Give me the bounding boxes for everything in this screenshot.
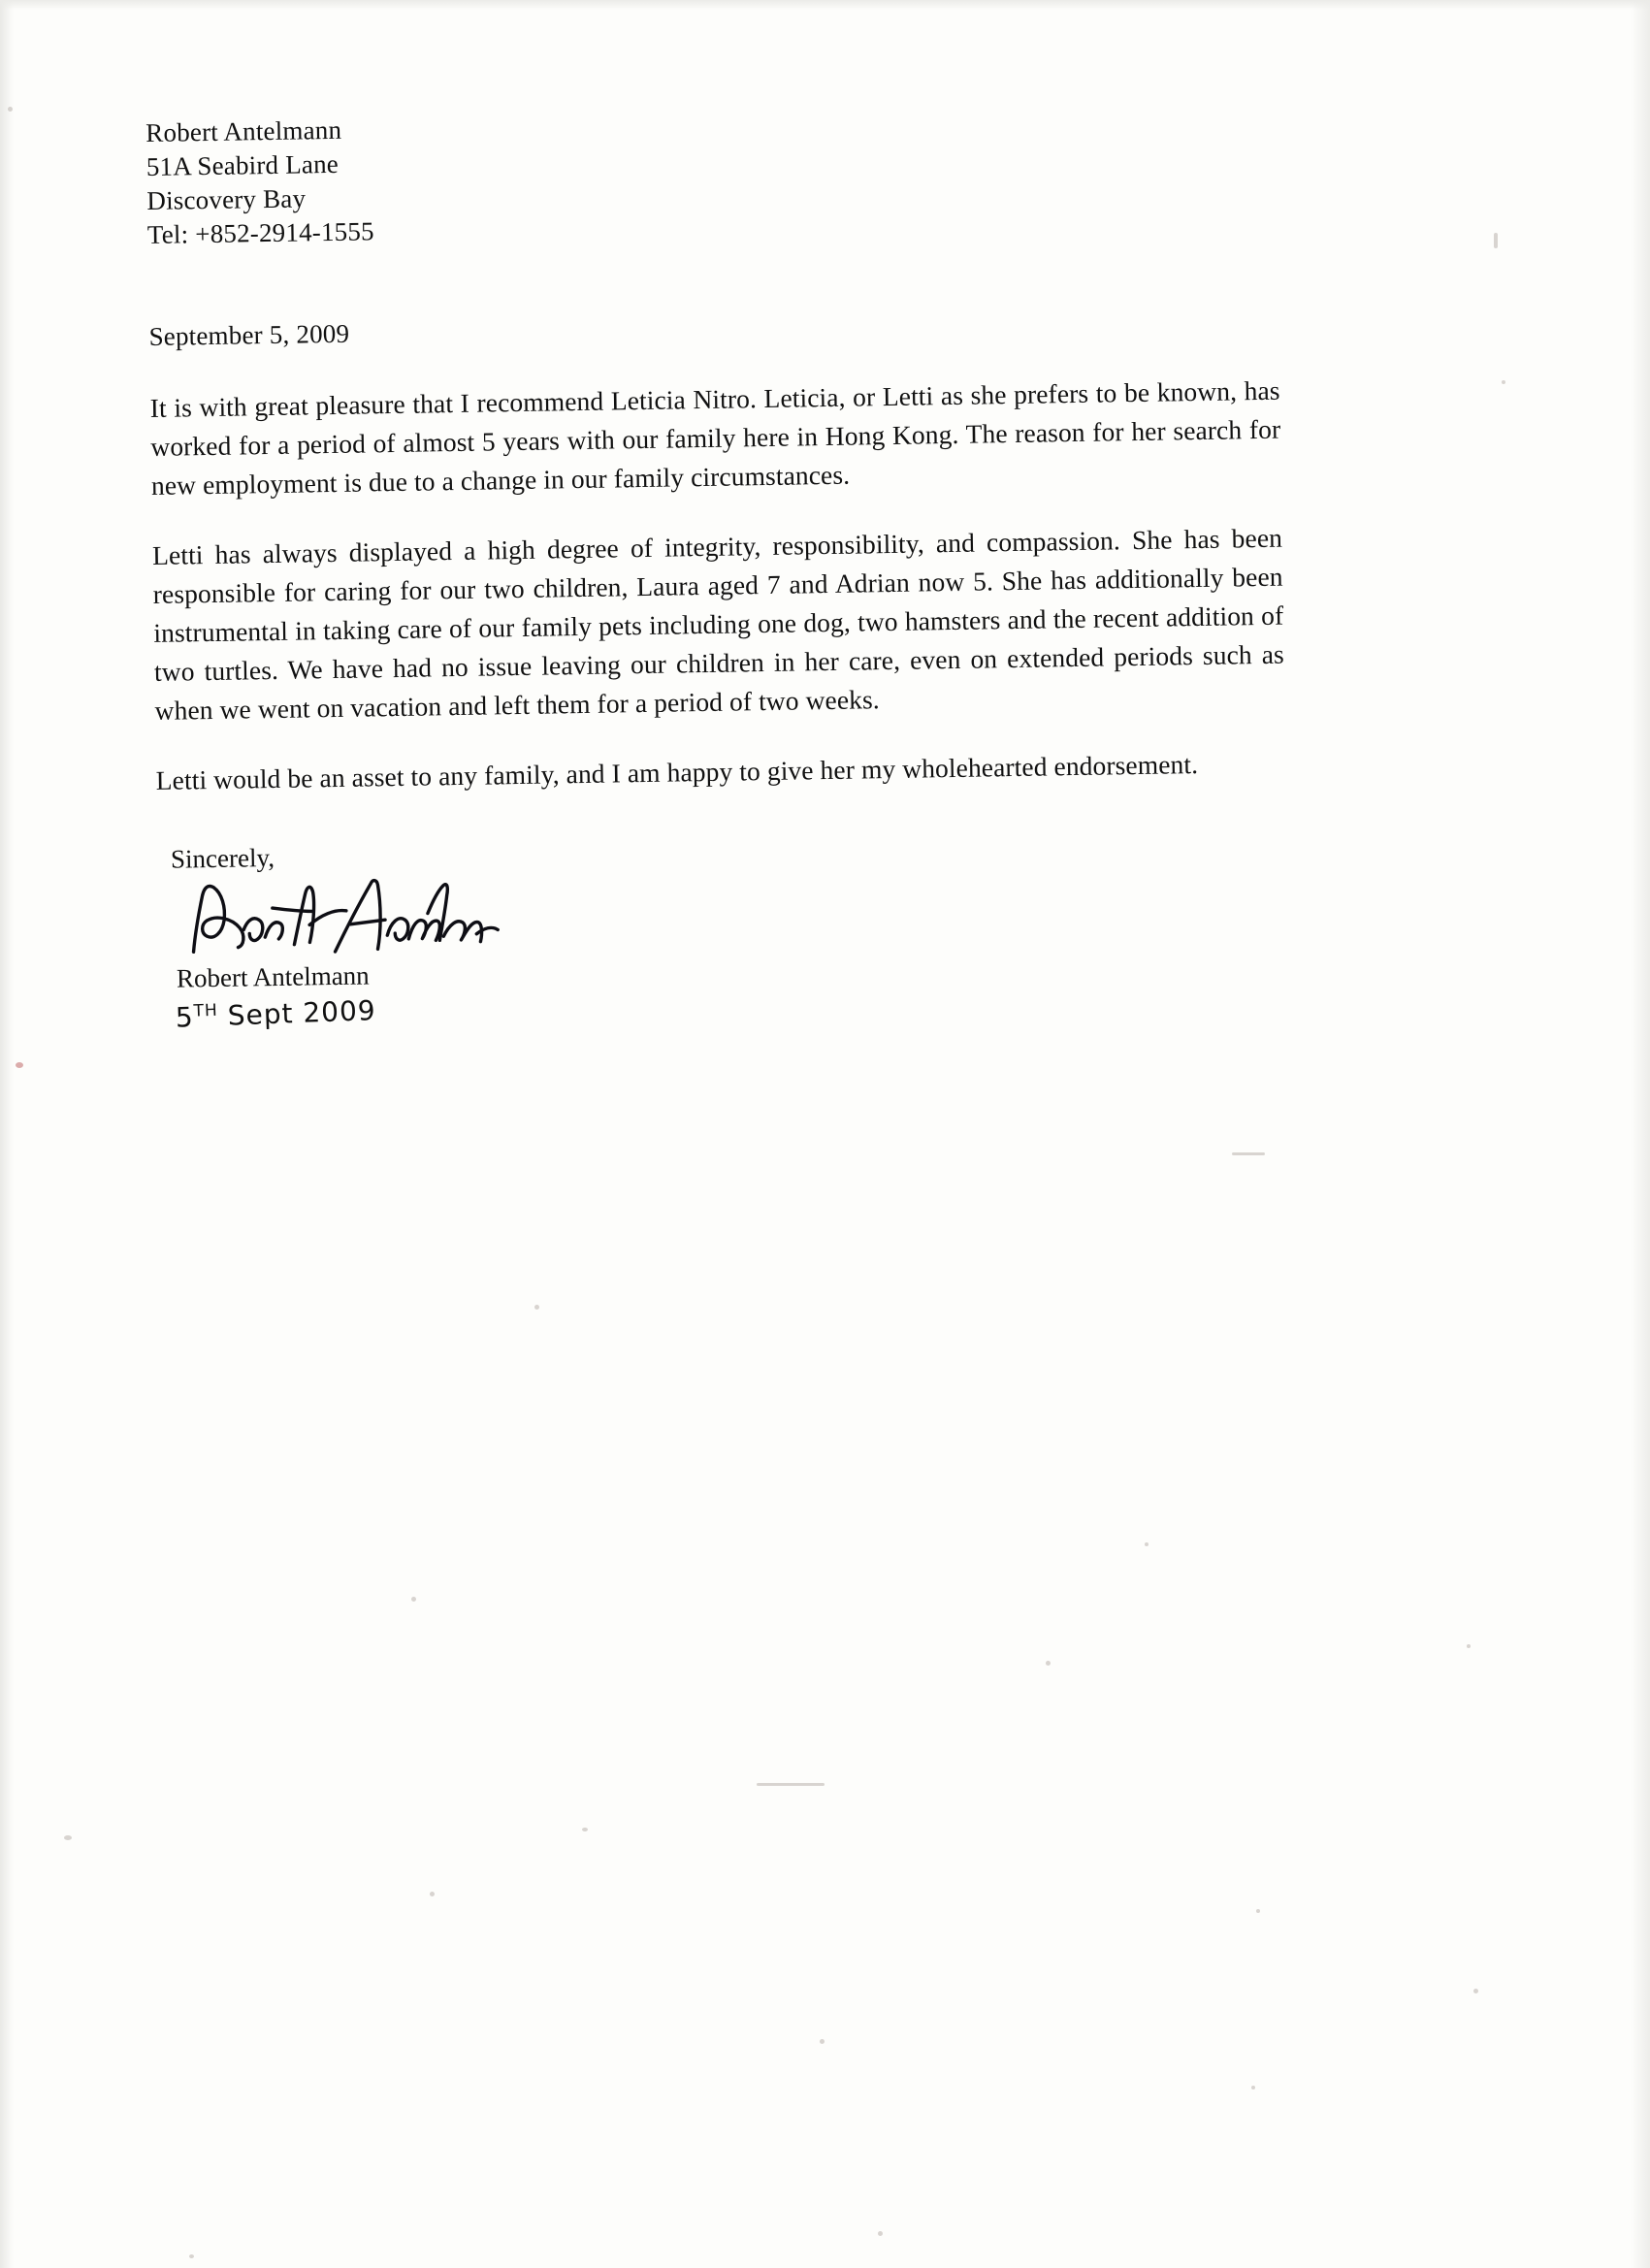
scan-speck <box>1046 1661 1051 1666</box>
sender-address-line-1: 51A Seabird Lane <box>146 148 340 181</box>
scan-speck <box>1502 380 1505 384</box>
scan-speck <box>8 107 13 112</box>
scan-speck <box>1467 1644 1471 1648</box>
handwritten-date <box>175 994 376 1034</box>
scan-speck <box>1473 1989 1478 1993</box>
scan-speck <box>582 1828 588 1831</box>
handwritten-date-number: 5 <box>175 1000 195 1034</box>
scan-speck <box>757 1783 825 1786</box>
scan-speck <box>1145 1542 1149 1546</box>
sender-phone: Tel: +852-2914-1555 <box>146 216 374 249</box>
scan-speck <box>411 1597 416 1602</box>
scan-speck <box>1251 2086 1255 2090</box>
sender-address-line-2: Discovery Bay <box>146 183 307 215</box>
handwritten-signature-icon <box>178 873 500 961</box>
letter-date: September 5, 2009 <box>148 318 350 351</box>
handwritten-date-ordinal: TH <box>193 1000 219 1021</box>
scan-speck <box>430 1892 435 1896</box>
scan-edge-top <box>0 0 1650 10</box>
sender-address-block <box>146 97 1408 252</box>
scan-speck <box>189 2254 194 2258</box>
handwritten-date-rest: Sept 2009 <box>217 994 377 1033</box>
scan-speck <box>1256 1909 1260 1913</box>
signed-name: Robert Antelmann <box>176 960 370 993</box>
letter-body <box>146 97 1421 1034</box>
scan-edge-left <box>0 0 14 2268</box>
letter-closing: Sincerely, <box>170 843 275 874</box>
scan-speck <box>820 2039 825 2044</box>
letter-paragraph-1: It is with great pleasure that I recommend Leticia Nitro. Leticia, or Letti as she prefers to be known, has worked for a period of almost 5 years with our family here in Hong Kong. The reason for her search for new employment is due to a change in our family circumstances. <box>149 374 1281 501</box>
scan-edge-right <box>1631 0 1650 2268</box>
scan-speck <box>64 1835 72 1840</box>
scan-speck <box>1232 1152 1265 1155</box>
letter-paragraph-3: Letti would be an asset to any family, and I am happy to give her my wholehearted endorsement. <box>155 749 1199 795</box>
scan-speck <box>878 2231 883 2236</box>
scan-speck <box>16 1062 23 1068</box>
scan-speck <box>1494 233 1498 248</box>
scan-speck <box>534 1305 539 1310</box>
sender-name: Robert Antelmann <box>146 114 342 147</box>
letter-paragraph-2: Letti has always displayed a high degree of integrity, responsibility, and compassion. She has been responsible for caring for our two children, Laura aged 7 and Adrian now 5. She has additionally been instrumental in taking care of our family pets including one dog, two hamsters and the recent addition of two turtles. We have had no issue leaving our children in her care, even on extended periods such as when we went on vacation and left them for a period of two weeks. <box>151 522 1285 726</box>
